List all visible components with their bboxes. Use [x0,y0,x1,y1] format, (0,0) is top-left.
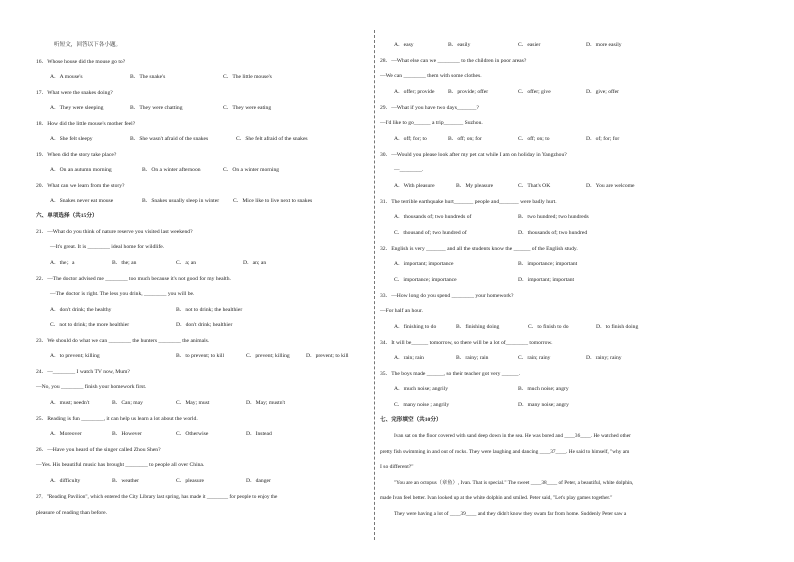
question-34: 34．It will be______ tomorrow, so there will be a lot of________ tomorrow. [380,340,553,346]
q19-option-a[interactable]: A．On an autumn morning [50,167,112,173]
q25-option-a[interactable]: A．Moreover [50,431,82,437]
q32-option-a[interactable]: A．important; importance [394,261,454,267]
question-33: 33．—How long do you spend ________ your homework? [380,293,514,299]
q21-option-a[interactable]: A．the；a [50,260,75,266]
q24-option-d[interactable]: D．May; mustn't [246,400,286,406]
q35-option-a[interactable]: A．much noise; angrily [394,386,449,392]
q17-option-a[interactable]: A．They were sleeping [50,105,104,111]
question-24: 24．—________ I watch TV now, Mum? [36,369,130,375]
q28-option-d[interactable]: D．give; offer [586,89,619,95]
q19-option-c[interactable]: C．On a winter morning [223,167,280,173]
q29-option-d[interactable]: D．of; for; for [586,136,620,142]
question-35: 35．The boys made ______, so their teacher got very ______. [380,371,520,377]
q24-option-a[interactable]: A．must; needn't [50,400,90,406]
q25-option-d[interactable]: D．Instead [246,431,272,437]
q34-option-a[interactable]: A．rain; rain [394,355,424,361]
q24-option-b[interactable]: B．Can; may [112,400,143,406]
q21-option-b[interactable]: B．the; an [112,260,137,266]
question-26: 26．—Have you heard of the singer called Zhou Shen? [36,447,161,453]
question-20: 20．What can we learn from the story? [36,183,125,189]
q20-option-c[interactable]: C．Mice like to live next to snakes [233,198,313,204]
q16-option-c[interactable]: C．The little mouse's [223,74,272,80]
q26-option-a[interactable]: A．difficulty [50,478,81,484]
q22-option-a[interactable]: A．don't drink; the healthy [50,307,112,313]
q23-option-b[interactable]: B．to prevent; to kill [176,353,225,359]
question-22: 22．—The doctor advised me ________ too much because it's not good for my health. [36,276,231,282]
q27-option-a[interactable]: A．easy [394,42,414,48]
q35-option-c[interactable]: C．many noise ; angrily [394,402,450,408]
q17-option-c[interactable]: C．They were eating [223,105,272,111]
q31-option-b[interactable]: B．two hundred; two hundreds [518,214,589,220]
passage-line-5: made Ivan feel better. Ivan looked up at the white dolphin and smiled. Peter said, "Let's play games together." [380,495,613,501]
q32-option-c[interactable]: C．importance; importance [394,277,457,283]
section-7-heading: 七、完形填空（共10分） [380,417,442,423]
q34-option-b[interactable]: B．rainy; rain [456,355,489,361]
question-29-line2: —I'd like to go______ a trip_______ Suzhou. [380,120,483,126]
passage-line-3: I so different?" [380,464,414,470]
q30-option-b[interactable]: B．My pleasure [456,183,494,189]
q22-option-d[interactable]: D．don't drink; healthier [176,322,233,328]
question-17: 17．What were the snakes doing? [36,90,113,96]
q30-option-d[interactable]: D．You are welcome [586,183,635,189]
q33-option-a[interactable]: A．finishing to do [394,324,437,330]
q31-option-a[interactable]: A．thousands of; two hundreds of [394,214,472,220]
passage-line-1: Ivan sat on the floor covered with sand deep down in the sea. He was bored and ____36____. He watched other [394,433,631,439]
q28-option-a[interactable]: A．offer; provide [394,89,435,95]
q30-option-a[interactable]: A．With pleasure [394,183,435,189]
q29-option-b[interactable]: B．off; on; for [448,136,482,142]
question-31: 31．The terrible earthquake hurt_______ people and_______ were badly hurt. [380,199,557,205]
q27-option-b[interactable]: B．easily [448,42,471,48]
q33-option-c[interactable]: C．to finish to do [528,324,569,330]
q35-option-d[interactable]: D．many noise; angry [518,402,569,408]
q32-option-b[interactable]: B．importance; important [518,261,578,267]
q29-option-c[interactable]: C．off; on; to [518,136,550,142]
q19-option-b[interactable]: B．On a winter afternoon [142,167,201,173]
q23-option-a[interactable]: A．to prevent; killing [50,353,100,359]
q16-option-b[interactable]: B．The snake's [130,74,166,80]
q33-option-d[interactable]: D．to finish doing [596,324,639,330]
q35-option-b[interactable]: B．much noise; angry [518,386,569,392]
q27-option-d[interactable]: D．more easily [586,42,622,48]
q27-option-c[interactable]: C．easier [518,42,541,48]
question-30-line2: —________. [394,167,424,173]
question-18: 18．How did the little mouse's mother feel? [36,121,136,127]
q29-option-a[interactable]: A．off; for; to [394,136,427,142]
q34-option-d[interactable]: D．rainy; rainy [586,355,622,361]
passage-line-2: pretty fish swimming in and out of rocks. They were laughing and dancing ____37____. He said to himself, "why am [380,449,630,455]
q26-option-c[interactable]: C．pleasure [176,478,204,484]
q33-option-b[interactable]: B．finishing doing [456,324,500,330]
q18-option-a[interactable]: A．She felt sleepy [50,136,93,142]
question-26-line2: —Yes. His beautiful music has brought ________ to people all over China. [36,462,205,468]
q24-option-c[interactable]: C．May; must [176,400,210,406]
question-21-line2: —It's great. It is ________ ideal home for wildlife. [50,244,165,250]
q22-option-c[interactable]: C．not to drink; the more healthier [50,322,130,328]
question-23: 23．We should do what we can ________ the hunters ________ the animals. [36,338,210,344]
listening-instruction: 听短文，回答以下各小题。 [54,42,122,48]
question-25: 25．Reading is fun ________, it can help us learn a lot about the world. [36,416,198,422]
question-24-line2: —No, you ________ finish your homework first. [36,384,147,390]
question-28-line2: —We can ________ them with some clothes. [380,73,482,79]
question-16: 16．Whose house did the mouse go to? [36,59,126,65]
passage-line-6: They were having a lot of ____39____ and they didn't know they swam far from home. Suddenly Peter saw a [394,511,627,517]
q16-option-a[interactable]: A．A mouse's [50,74,83,80]
q21-option-d[interactable]: D．an; an [243,260,267,266]
question-22-line2: —The doctor is right. The less you drink, ________ you will be. [50,291,195,297]
question-33-line2: —For half an hour. [380,308,423,314]
q28-option-b[interactable]: B．provide; offer [448,89,489,95]
q31-option-c[interactable]: C．thousand of; two hundred of [394,230,467,236]
q21-option-c[interactable]: C．a; an [176,260,197,266]
q22-option-b[interactable]: B．not to drink; the healthier [176,307,243,313]
question-32: 32．English is very _______ and all the students know the ______ of the English study. [380,246,578,252]
question-27: 27．"Reading Pavilion", which entered the City Library last spring, has made it ________ for people to enjoy the [36,494,278,500]
question-30: 30．—Would you please look after my pet cat while I am on holiday in Yangzhou? [380,152,567,158]
q23-option-c[interactable]: C．prevent; killing [246,353,290,359]
q25-option-b[interactable]: B．However [112,431,142,437]
question-29: 29．—What if you have two days_______? [380,105,479,111]
q20-option-b[interactable]: B．Snakes usually sleep in winter [142,198,220,204]
column-divider [374,30,375,540]
q32-option-d[interactable]: D．important; important [518,277,575,283]
q18-option-c[interactable]: C．She felt afraid of the snakes [236,136,308,142]
q25-option-c[interactable]: C．Otherwise [176,431,209,437]
q23-option-d[interactable]: D．prevent; to kill [306,353,349,359]
question-28: 28．—What else can we ________ to the children in poor areas? [380,58,527,64]
q26-option-b[interactable]: B．weather [112,478,140,484]
q17-option-b[interactable]: B．They were chatting [130,105,183,111]
question-19: 19．When did the story take place? [36,152,117,158]
section-6-heading: 六、单项选择（共15分） [36,213,98,219]
q31-option-d[interactable]: D．thousands of; two hundred [518,230,588,236]
q34-option-c[interactable]: C．rain; rainy [518,355,551,361]
q20-option-a[interactable]: A．Snakes never eat mouse [50,198,114,204]
q18-option-b[interactable]: B．She wasn't afraid of the snakes [130,136,209,142]
passage-line-4: "You are an octopus（章鱼）, Ivan. That is special." The sweet ____38____ of Peter, a beautiful, white dolphin, [394,480,634,486]
question-27-line2: pleasure of reading than before. [36,510,107,516]
q30-option-c[interactable]: C．That's OK [518,183,551,189]
question-21: 21．—What do you think of nature reserve you visited last weekend? [36,229,193,235]
q28-option-c[interactable]: C．offer; give [518,89,551,95]
q26-option-d[interactable]: D．danger [246,478,271,484]
